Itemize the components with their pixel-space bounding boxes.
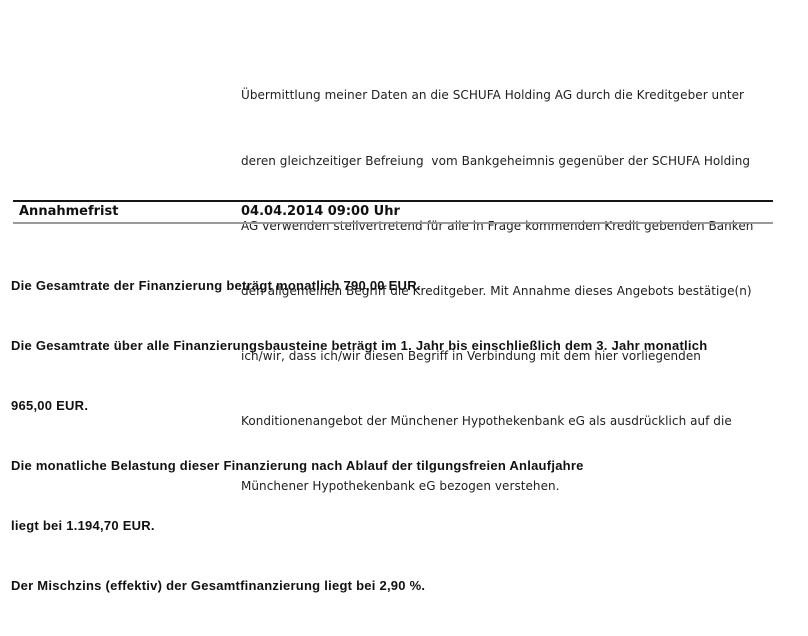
consent-line: Konditionenangebot der Münchener Hypothekenbank eG als ausdrücklich auf die bbox=[241, 413, 732, 428]
financing-summary bbox=[11, 236, 707, 636]
consent-line: den allgemeinen Begriff die Kreditgeber. Mit Annahme dieses Angebots bestätige(n) bbox=[241, 283, 752, 298]
acceptance-deadline-row bbox=[13, 200, 773, 224]
acceptance-deadline-value: 04.04.2014 09:00 Uhr bbox=[241, 204, 400, 219]
consent-line: AG verwenden stellvertretend für alle in Frage kommenden Kredit gebenden Banken bbox=[241, 218, 754, 233]
summary-line: Der Mischzins (effektiv) der Gesamtfinanzierung liegt bei 2,90 %. bbox=[11, 578, 426, 593]
summary-line: 965,00 EUR. bbox=[11, 398, 89, 413]
consent-line: deren gleichzeitiger Befreiung vom Bankgeheimnis gegenüber der SCHUFA Holding bbox=[241, 153, 751, 168]
summary-line: Die Gesamtrate der Finanzierung beträgt monatlich 790,00 EUR. bbox=[11, 278, 421, 293]
consent-line: Übermittlung meiner Daten an die SCHUFA Holding AG durch die Kreditgeber unter bbox=[241, 88, 745, 103]
acceptance-deadline-label: Annahmefrist bbox=[19, 204, 119, 219]
summary-line: Die monatliche Belastung dieser Finanzierung nach Ablauf der tilgungsfreien Anlaufjahre bbox=[11, 458, 584, 473]
summary-line: Die Gesamtrate über alle Finanzierungsbausteine beträgt im 1. Jahr bis einschließlich dem 3. Jahr monatlich bbox=[11, 338, 708, 353]
summary-line: liegt bei 1.194,70 EUR. bbox=[11, 518, 155, 533]
consent-line: ich/wir, dass ich/wir diesen Begriff in Verbindung mit dem hier vorliegenden bbox=[241, 348, 701, 363]
consent-line: Münchener Hypothekenbank eG bezogen verstehen. bbox=[241, 479, 560, 494]
